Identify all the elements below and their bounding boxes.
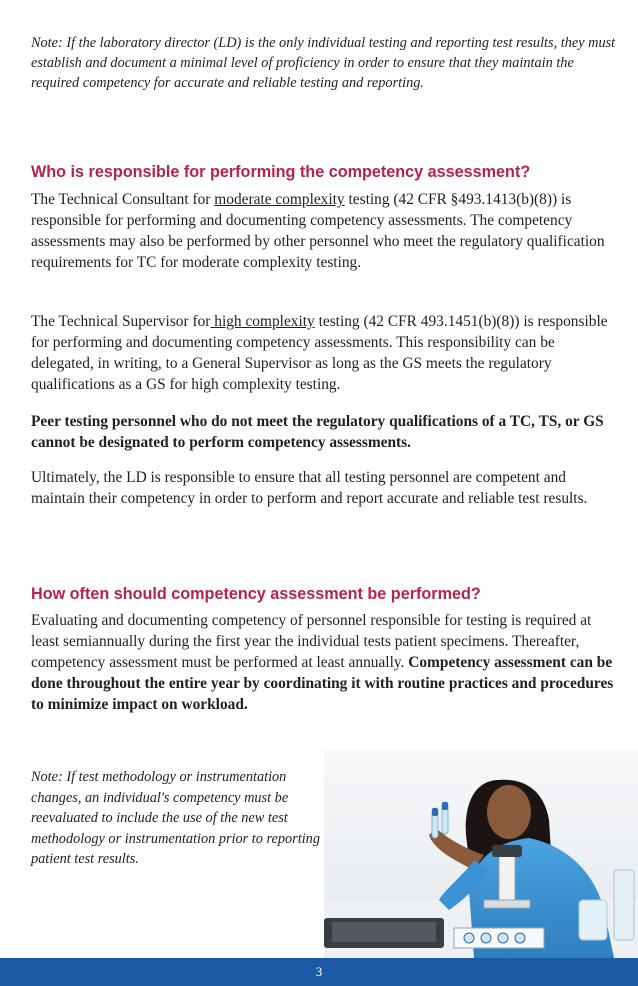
paragraph-text: testing (42 CFR §493.1413(b)(8)) is responsible for performing and documenting competency assessments. The competency assessments may also be performed by other personnel who meet the regulatory qualification requirements for TC for moderate complexity testing. (31, 191, 605, 271)
paragraph-technical-supervisor (31, 311, 616, 395)
bold-statement: Peer testing personnel who do not meet the regulatory qualifications of a TC, TS, or GS cannot be designated to perform competency assessments. (31, 413, 604, 451)
bold-statement: Competency assessment can be done throughout the entire year by coordinating it with routine practices and procedures to minimize impact on workload. (31, 654, 614, 713)
paragraph-text: The Technical Consultant for (31, 191, 215, 208)
paragraph-text: Evaluating and documenting competency of personnel responsible for testing is required at least semiannually during the first year the individual tests patient specimens. Thereafter, competency assessment must be performed at least annually. (31, 612, 592, 671)
paragraph-technical-consultant (31, 189, 616, 273)
heading-how-often: How often should competency assessment be performed? (31, 585, 481, 603)
heading-who-responsible: Who is responsible for performing the competency assessment? (31, 163, 531, 181)
paragraph-peer-testing (31, 411, 616, 453)
footer-bar (0, 958, 638, 986)
methodology-note: Note: If test methodology or instrumentation changes, an individual's competency must be reevaluated to include the use of the new test methodology or instrumentation prior to reporting patient test results. (31, 769, 320, 867)
paragraph-text: testing (42 CFR 493.1451(b)(8)) is responsible for performing and documenting competency assessments. This responsibility can be delegated, in writing, to a General Supervisor as long as the GS meets the regulatory qualifications as a GS for high complexity testing. (31, 313, 608, 393)
director-note: Note: If the laboratory director (LD) is the only individual testing and reporting test results, they must establish and document a minimal level of proficiency in order to ensure that they maintain the required competency for accurate and reliable testing and reporting. (31, 35, 616, 91)
underlined-term: high complexity (210, 313, 315, 330)
paragraph-frequency (31, 610, 616, 715)
underlined-term: moderate complexity (214, 191, 345, 208)
paragraph-text: The Technical Supervisor for (31, 313, 211, 330)
paragraph-lab-director-responsibility: Ultimately, the LD is responsible to ensure that all testing personnel are competent and maintain their competency in order to perform and report accurate and reliable test results. (31, 469, 588, 507)
lab-technician-photo (324, 750, 638, 958)
page-number: 3 (315, 964, 323, 979)
